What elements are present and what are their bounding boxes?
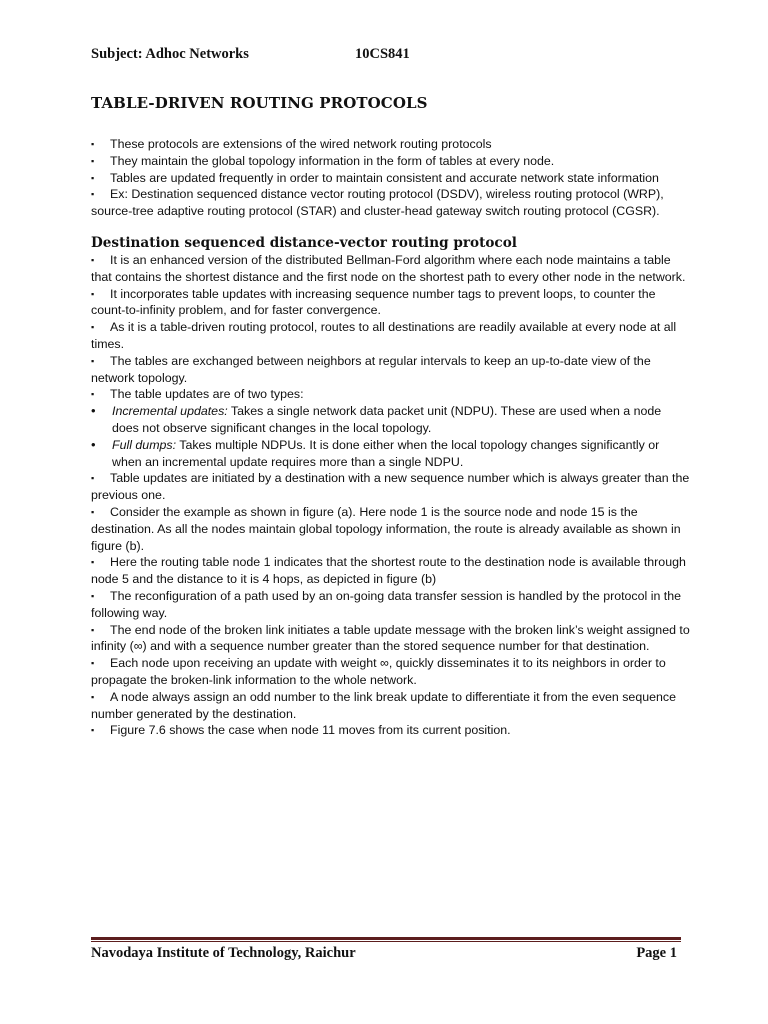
update-type-item: [91, 403, 691, 437]
bullet-item: [91, 588, 691, 622]
bullet-item: [91, 470, 691, 504]
square-bullet-icon: ▪: [91, 389, 95, 400]
square-bullet-icon: ▪: [91, 658, 95, 669]
bullet-text: Table updates are initiated by a destination with a new sequence number which is always greater than the previous one.: [91, 471, 690, 503]
page-footer: [91, 945, 681, 962]
square-bullet-icon: ▪: [91, 473, 95, 484]
update-type-term: Incremental updates:: [112, 404, 228, 419]
update-type-description: Takes multiple NDPUs. It is done either when the local topology changes significantly or when an incremental update requires more than a single NDPU.: [112, 437, 660, 469]
bullet-text: The table updates are of two types:: [110, 387, 304, 402]
bullet-text: Figure 7.6 shows the case when node 11 moves from its current position.: [110, 723, 511, 738]
bullet-item: [91, 319, 691, 353]
dsdv-bullet-list-a: [91, 252, 691, 403]
bullet-item: [91, 554, 691, 588]
round-bullet-icon: •: [91, 403, 96, 419]
header-subject: Subject: Adhoc Networks: [91, 46, 249, 62]
bullet-text: It is an enhanced version of the distributed Bellman-Ford algorithm where each node maintains a table that contains the shortest distance and the first node on the shortest path to every other node in the network.: [91, 252, 686, 284]
square-bullet-icon: ▪: [91, 322, 95, 333]
square-bullet-icon: ▪: [91, 288, 95, 299]
square-bullet-icon: ▪: [91, 590, 95, 601]
bullet-text: Ex: Destination sequenced distance vector routing protocol (DSDV), wireless routing protocol (WRP), source-tree adaptive routing protocol (STAR) and cluster-head gateway switch routing protocol (CGSR).: [91, 187, 664, 219]
bullet-text: As it is a table-driven routing protocol, routes to all destinations are readily available at every node at all times.: [91, 320, 677, 351]
footer-divider-thin: [91, 941, 681, 942]
round-bullet-icon: •: [91, 436, 96, 452]
bullet-text: Tables are updated frequently in order to maintain consistent and accurate network state information: [110, 170, 659, 185]
square-bullet-icon: ▪: [91, 172, 95, 183]
update-type-description: Takes a single network data packet unit (NDPU). These are used when a node does not observe significant changes in the local topology.: [112, 404, 662, 435]
bullet-item: [91, 252, 691, 286]
dsdv-bullet-list-b: [91, 470, 691, 739]
bullet-text: Consider the example as shown in figure (a). Here node 1 is the source node and node 15 is the destination. As all the nodes maintain global topology information, the route is already available as shown in figure (b).: [91, 504, 681, 553]
bullet-item: [91, 136, 691, 153]
footer-divider: [91, 937, 681, 940]
bullet-text: A node always assign an odd number to the link break update to differentiate it from the even sequence number generated by the destination.: [91, 689, 676, 721]
bullet-item: [91, 286, 691, 320]
bullet-text: Here the routing table node 1 indicates that the shortest route to the destination node is available through node 5 and the distance to it is 4 hops, as depicted in figure (b): [91, 555, 686, 587]
intro-bullet-list: [91, 136, 691, 220]
square-bullet-icon: ▪: [91, 557, 95, 568]
bullet-item: [91, 504, 691, 554]
square-bullet-icon: ▪: [91, 624, 95, 635]
footer-institute: Navodaya Institute of Technology, Raichur: [91, 945, 356, 961]
bullet-item: [91, 655, 691, 689]
bullet-text: They maintain the global topology information in the form of tables at every node.: [110, 153, 555, 168]
square-bullet-icon: ▪: [91, 691, 95, 702]
header-course-code: 10CS841: [355, 46, 410, 62]
update-types-list: [91, 403, 691, 470]
bullet-text: The tables are exchanged between neighbors at regular intervals to keep an up-to-date view of the network topology.: [91, 353, 651, 385]
bullet-item: [91, 689, 691, 723]
update-type-item: [91, 437, 691, 471]
bullet-text: Each node upon receiving an update with weight ∞, quickly disseminates it to its neighbors in order to propagate the broken-link information to the whole network.: [91, 656, 666, 687]
bullet-item: [91, 622, 691, 656]
page-title: TABLE-DRIVEN ROUTING PROTOCOLS: [91, 94, 428, 112]
page-header: [91, 46, 410, 63]
square-bullet-icon: ▪: [91, 725, 95, 736]
section-heading: Destination sequenced distance-vector routing protocol: [91, 234, 517, 251]
bullet-item: [91, 722, 691, 739]
square-bullet-icon: ▪: [91, 139, 95, 149]
bullet-text: It incorporates table updates with increasing sequence number tags to prevent loops, to counter the count-to-infinity problem, and for faster convergence.: [91, 286, 656, 318]
square-bullet-icon: ▪: [91, 189, 95, 200]
bullet-item: [91, 186, 691, 220]
square-bullet-icon: ▪: [91, 155, 95, 166]
update-type-term: Full dumps:: [112, 437, 177, 452]
square-bullet-icon: ▪: [91, 506, 95, 517]
bullet-text: The end node of the broken link initiates a table update message with the broken link’s weight assigned to infinity (∞) and with a sequence number greater than the stored sequence number for that destination.: [91, 622, 690, 654]
square-bullet-icon: ▪: [91, 254, 95, 265]
bullet-item: [91, 386, 691, 403]
bullet-item: [91, 353, 691, 387]
bullet-text: The reconfiguration of a path used by an on-going data transfer session is handled by the protocol in the following way.: [91, 588, 682, 620]
bullet-text: These protocols are extensions of the wired network routing protocols: [110, 137, 492, 151]
bullet-item: [91, 153, 691, 170]
footer-page-number: Page 1: [636, 945, 677, 961]
bullet-item: [91, 170, 691, 187]
main-content: [91, 136, 691, 739]
square-bullet-icon: ▪: [91, 355, 95, 366]
